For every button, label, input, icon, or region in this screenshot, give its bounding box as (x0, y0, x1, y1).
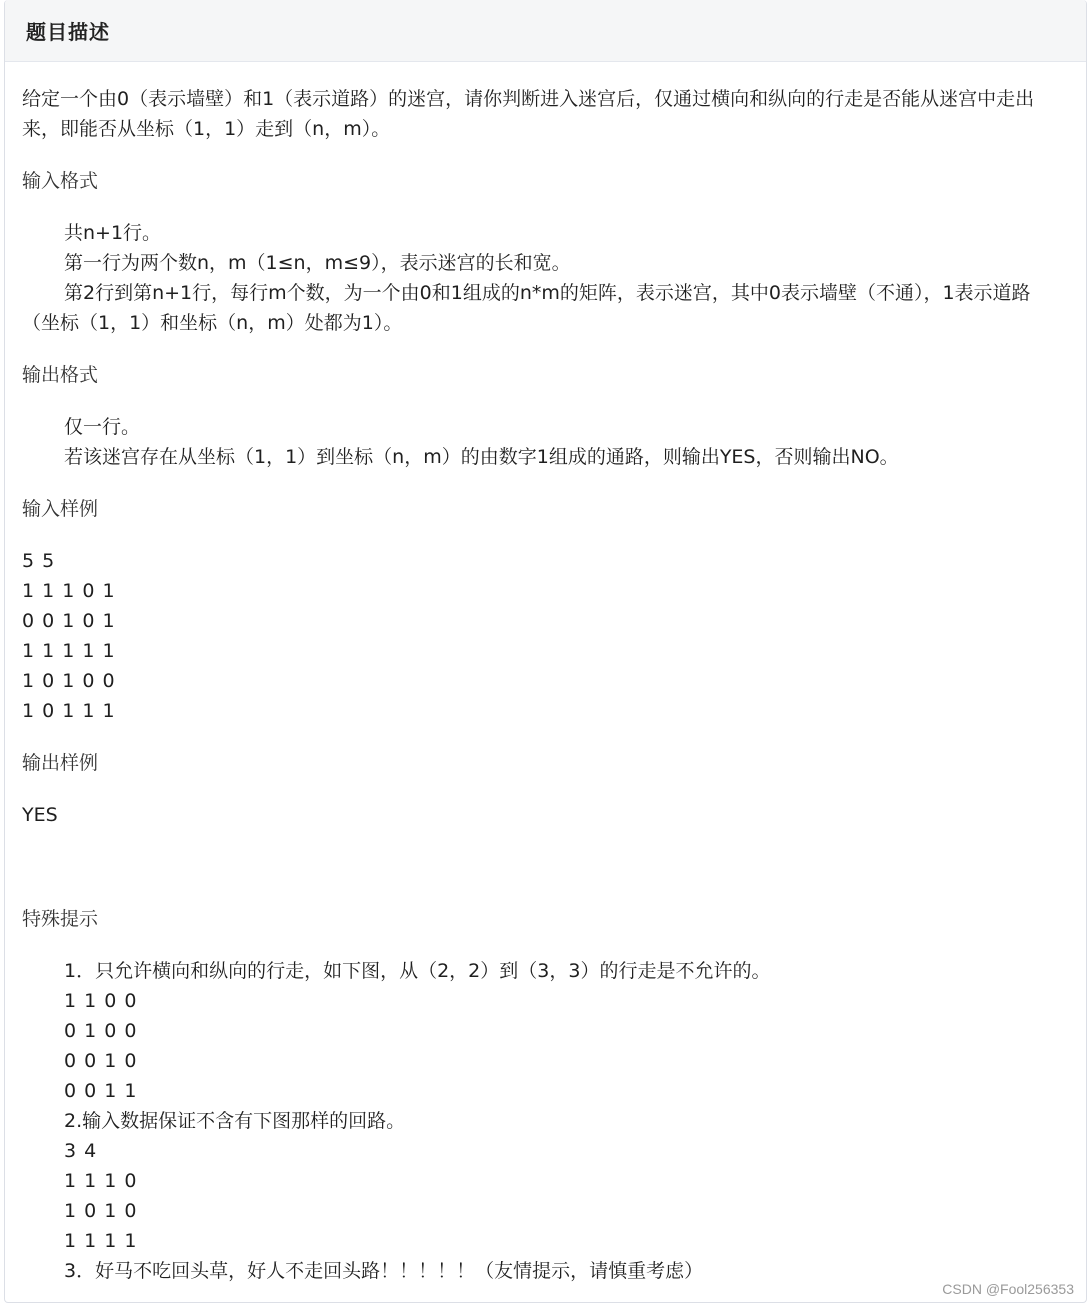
problem-description: 给定一个由0（表示墙壁）和1（表示道路）的迷宫，请你判断进入迷宫后，仅通过横向和纵向的行走是否能从迷宫中走出来，即能否从坐标（1，1）走到（n，m）。 (22, 88, 1035, 140)
output-format-line: 若该迷宫存在从坐标（1，1）到坐标（n，m）的由数字1组成的通路，则输出YES，否则输出NO。 (64, 446, 899, 468)
input-sample-block (22, 546, 1062, 726)
output-format-line: 仅一行。 (64, 416, 141, 438)
input-sample-line: 0 0 1 0 1 (22, 610, 116, 632)
hint-line: 0 0 1 1 (64, 1080, 138, 1102)
hint-line: 2.输入数据保证不含有下图那样的回路。 (64, 1110, 406, 1132)
hint-line: 1 1 1 1 (64, 1230, 138, 1252)
input-sample-title: 输入样例 (22, 498, 99, 520)
hint-line: 1 1 1 0 (64, 1170, 138, 1192)
input-format-line: 第2行到第n+1行，每行m个数，为一个由0和1组成的n*m的矩阵，表示迷宫，其中0表示墙壁（不通），1表示道路（坐标（1，1）和坐标（n，m）处都为1）。 (22, 282, 1031, 334)
output-format-title: 输出格式 (22, 364, 99, 386)
hint-line: 0 1 0 0 (64, 1020, 138, 1042)
hint-line: 3 4 (64, 1140, 98, 1162)
hints-block (22, 956, 1062, 1286)
hint-line: 0 0 1 0 (64, 1050, 138, 1072)
hint-line: 1 1 0 0 (64, 990, 138, 1012)
hint-line: 1．只允许横向和纵向的行走，如下图，从（2，2）到（3，3）的行走是不允许的。 (64, 960, 771, 982)
input-sample-line: 1 1 1 0 1 (22, 580, 116, 602)
problem-content (22, 84, 1062, 1286)
hint-line: 1 0 1 0 (64, 1200, 138, 1222)
hints-title: 特殊提示 (22, 908, 99, 930)
output-sample-title: 输出样例 (22, 752, 99, 774)
input-format-line: 共n+1行。 (64, 222, 162, 244)
input-sample-line: 1 1 1 1 1 (22, 640, 116, 662)
panel-title: 题目描述 (26, 20, 110, 44)
input-format-title: 输入格式 (22, 170, 99, 192)
panel-header (5, 0, 1086, 62)
csdn-watermark: CSDN @Fool256353 (942, 1281, 1074, 1297)
input-sample-line: 5 5 (22, 550, 56, 572)
input-format-line: 第一行为两个数n，m（1≤n，m≤9），表示迷宫的长和宽。 (64, 252, 571, 274)
output-sample-line: YES (22, 804, 58, 826)
hint-line: 3．好马不吃回头草，好人不走回头路！！！！！（友情提示，请慎重考虑） (64, 1260, 704, 1282)
input-sample-line: 1 0 1 1 1 (22, 700, 116, 722)
input-sample-line: 1 0 1 0 0 (22, 670, 116, 692)
